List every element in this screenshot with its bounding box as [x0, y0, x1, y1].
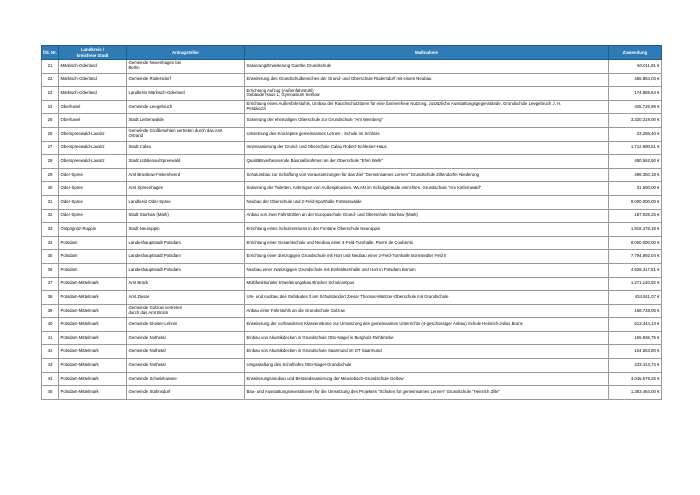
cell-zuwendung: 174.889,84 € — [609, 87, 662, 101]
header-massnahme: Maßnahme — [245, 46, 609, 60]
cell-nr: 30 — [42, 182, 59, 196]
cell-nr: 33 — [42, 223, 59, 237]
cell-kreis: Oberspreewald-Lausitz — [59, 141, 127, 155]
cell-massnahme: Sanierung der ehemaligen Oberschule zur Grundschule "Am Weinberg" — [245, 114, 609, 128]
header-antragsteller: Antragsteller — [127, 46, 245, 60]
header-kreis — [59, 46, 127, 60]
cell-kreis: Oder-Spree — [59, 195, 127, 209]
cell-zuwendung: 3.320.319,00 € — [609, 114, 662, 128]
cell-kreis: Oder-Spree — [59, 209, 127, 223]
cell-nr: 32 — [42, 209, 59, 223]
cell-antragsteller: Gemeinde Leegebruch — [127, 100, 245, 114]
cell-zuwendung: 233.413,74 € — [609, 359, 662, 373]
table-header-row — [42, 46, 662, 60]
cell-antragsteller: Gemeinde Nuthetal — [127, 331, 245, 345]
cell-nr: 22 — [42, 73, 59, 87]
header-zuwendung: Zuwendung — [609, 46, 662, 60]
cell-nr: 42 — [42, 345, 59, 359]
cell-nr: 24 — [42, 100, 59, 114]
cell-antragsteller: Gemeinde Stahnsdorf — [127, 386, 245, 400]
table-row — [42, 182, 662, 196]
cell-kreis: Oberhavel — [59, 114, 127, 128]
table-row — [42, 141, 662, 155]
cell-antragsteller: Landeshauptstadt Potsdam — [127, 236, 245, 250]
cell-nr: 40 — [42, 318, 59, 332]
cell-antragsteller: Gemeinde Schwielowsee — [127, 372, 245, 386]
cell-kreis: Oberspreewald-Lausitz — [59, 127, 127, 141]
cell-massnahme: Qualitätsverbessernde Baumaßnahmen an der Oberschule "Ehm Welk" — [245, 155, 609, 169]
cell-kreis: Märkisch-Oderland — [59, 60, 127, 74]
cell-nr: 25 — [42, 114, 59, 128]
cell-kreis: Potsdam-Mittelmark — [59, 331, 127, 345]
table-row — [42, 345, 662, 359]
cell-zuwendung: 465.884,03 € — [609, 73, 662, 87]
cell-zuwendung: 1.712.690,51 € — [609, 141, 662, 155]
cell-nr: 43 — [42, 359, 59, 373]
table-row — [42, 372, 662, 386]
cell-antragsteller: Amt Brück — [127, 277, 245, 291]
cell-kreis: Potsdam — [59, 236, 127, 250]
cell-nr: 26 — [42, 127, 59, 141]
cell-massnahme: Um- und Ausbau des Gebäudes 3 am Schulstandort Ziesar Thomas-Müntzer-Oberschule mit Grundschule — [245, 291, 609, 305]
cell-zuwendung: 31.590,00 € — [609, 182, 662, 196]
cell-nr: 35 — [42, 250, 59, 264]
cell-antragsteller: Landkreis Märkisch-Oderland — [127, 87, 245, 101]
cell-nr: 41 — [42, 331, 59, 345]
cell-zuwendung: 187.028,25 € — [609, 209, 662, 223]
cell-massnahme: Umsetzung des Konzeptes gemeinsames Lernen - Schule Im Schloss — [245, 127, 609, 141]
cell-nr: 37 — [42, 277, 59, 291]
cell-nr: 34 — [42, 236, 59, 250]
cell-zuwendung: 1.271.140,92 € — [609, 277, 662, 291]
cell-zuwendung: 4.928.417,81 € — [609, 263, 662, 277]
cell-massnahme: Schulumbau zur Schaffung von Voraussetzungen für das Ziel "Gemeinsames Lernen" Grundschule Ziltendorfer Niederung — [245, 168, 609, 182]
cell-kreis: Märkisch-Oderland — [59, 87, 127, 101]
cell-massnahme: Errichtung einer Gesamtschule und Neubau einer 4-Feld-Turnhalle, Pierre de Coubertin — [245, 236, 609, 250]
cell-massnahme: Errichtung eines Außenfahrstuhls, Umbau der Rauchschutztüren für eine barrierefreie Nutzung, zusätzliche Ausstattungsgegenstände, Grundschule Leegebruch J. H. Pestalozzi — [245, 100, 609, 114]
cell-massnahme: Erweiterung der vorhandenen Klassenräume zur Umsetzung des gemeinsamen Unterrichts (4-geschossiger Anbau) Schule Heinrich-Julius Bruns — [245, 318, 609, 332]
cell-antragsteller: Amt Ziesar — [127, 291, 245, 305]
cell-kreis: Potsdam-Mittelmark — [59, 345, 127, 359]
cell-antragsteller: Stadt Storkow (Mark) — [127, 209, 245, 223]
cell-antragsteller: Stadt Calau — [127, 141, 245, 155]
cell-antragsteller: Gemeinde Großkmehlen vertreten durch das Amt Ortrand — [127, 127, 245, 141]
table-row — [42, 60, 662, 74]
cell-kreis: Potsdam — [59, 263, 127, 277]
cell-antragsteller: Gemeinde Neuenhagen bei Berlin — [127, 60, 245, 74]
cell-massnahme: Anbau einer Fahrstuhls an die Grundschule Golzow — [245, 304, 609, 318]
cell-zuwendung: 498.350,18 € — [609, 168, 662, 182]
cell-massnahme: Errichtung eines Schulzentrums in der Fontane Oberschule Neuruppin — [245, 223, 609, 237]
cell-antragsteller: Gemeinde Kloster-Lehnin — [127, 318, 245, 332]
table-row — [42, 236, 662, 250]
cell-nr: 45 — [42, 386, 59, 400]
header-nr: lfd. Nr. — [42, 46, 59, 60]
cell-antragsteller: Landeshauptstadt Potsdam — [127, 250, 245, 264]
table-row — [42, 250, 662, 264]
cell-massnahme: Einbau von Akustikdecken in Grundschule Saarmund im OT Saarmund — [245, 345, 609, 359]
cell-massnahme: Errichtung einer dreizügigen Grundschule mit Hort und Neubau einer 2-Feld-Turnhalle Bornstedter Feld II — [245, 250, 609, 264]
cell-massnahme: Innensanierung der Grund- und Oberschule Calau Robert-Schlesier-Haus — [245, 141, 609, 155]
cell-antragsteller: Landeshauptstadt Potsdam — [127, 263, 245, 277]
cell-massnahme: Sanierung der Toiletten, Anbringen von Außenjalousien, WLAN im Schulgebäude einrichten, Grundschule "Am Kiefernwald" — [245, 182, 609, 196]
cell-antragsteller: Gemeinde Nuthetal — [127, 345, 245, 359]
cell-antragsteller: Gemeinde Nuthetal — [127, 359, 245, 373]
cell-massnahme: Umgestaltung des Schulhofes Otto-Nagel-Grundschule — [245, 359, 609, 373]
table-row — [42, 195, 662, 209]
cell-antragsteller: Landkreis Oder-Spree — [127, 195, 245, 209]
table-row — [42, 331, 662, 345]
cell-kreis: Potsdam-Mittelmark — [59, 386, 127, 400]
cell-antragsteller: Gemeinde Golzow vertreten durch das Amt Brück — [127, 304, 245, 318]
cell-massnahme: Sanierung/Erweiterung Goethe Grundschule — [245, 60, 609, 74]
cell-nr: 27 — [42, 141, 59, 155]
cell-antragsteller: Stadt Lübbenau/Spreewald — [127, 155, 245, 169]
table-row — [42, 359, 662, 373]
cell-zuwendung: 104.563,80 € — [609, 345, 662, 359]
funding-table — [41, 45, 662, 400]
cell-massnahme: Anbau von zwei Fahrstühlen an der Europaschule Grund- und Oberschule Storkow (Mark) — [245, 209, 609, 223]
cell-zuwendung: 613.444,13 € — [609, 318, 662, 332]
header-kreis-line1: Landkreis / — [80, 47, 105, 53]
cell-zuwendung: 165.936,75 € — [609, 331, 662, 345]
cell-massnahme: Bau- und Ausstattungsinvestitionen für die Umsetzung des Projektes "Schulen für gemeinsames Lernen" Grundschule "Heinrich Zille" — [245, 386, 609, 400]
document-page — [41, 45, 661, 400]
cell-nr: 29 — [42, 168, 59, 182]
cell-zuwendung: 23.286,40 € — [609, 127, 662, 141]
cell-zuwendung: 8.000.000,00 € — [609, 195, 662, 209]
cell-zuwendung: 1.918.478,18 € — [609, 223, 662, 237]
cell-nr: 23 — [42, 87, 59, 101]
cell-kreis: Potsdam-Mittelmark — [59, 291, 127, 305]
table-row — [42, 168, 662, 182]
cell-massnahme: Einbau von Akustikdecken in Grundschule Otto-Nagel in Bergholz-Rehbrücke — [245, 331, 609, 345]
table-row — [42, 304, 662, 318]
cell-nr: 39 — [42, 304, 59, 318]
cell-kreis: Potsdam-Mittelmark — [59, 359, 127, 373]
cell-massnahme: Neubau einer zweizügigen Grundschule mit Einfeldturnhalle und Hort in Potsdam Bornim — [245, 263, 609, 277]
cell-kreis: Potsdam-Mittelmark — [59, 277, 127, 291]
table-row — [42, 209, 662, 223]
cell-antragsteller: Amt Brieskow-Finkenheerd — [127, 168, 245, 182]
cell-zuwendung: 1.383.464,00 € — [609, 386, 662, 400]
cell-zuwendung: 480.562,50 € — [609, 155, 662, 169]
cell-zuwendung: 8.000.000,00 € — [609, 236, 662, 250]
cell-nr: 36 — [42, 263, 59, 277]
cell-massnahme: Multifunktionaler Erweiterungsbau Brücker Schulcampus — [245, 277, 609, 291]
cell-zuwendung: 3.045.579,25 € — [609, 372, 662, 386]
table-row — [42, 100, 662, 114]
cell-antragsteller: Stadt Liebenwalde — [127, 114, 245, 128]
table-row — [42, 87, 662, 101]
cell-zuwendung: 168.728,05 € — [609, 304, 662, 318]
cell-kreis: Oberspreewald-Lausitz — [59, 155, 127, 169]
cell-nr: 28 — [42, 155, 59, 169]
cell-nr: 31 — [42, 195, 59, 209]
table-row — [42, 155, 662, 169]
table-row — [42, 386, 662, 400]
cell-kreis: Potsdam-Mittelmark — [59, 304, 127, 318]
cell-kreis: Potsdam — [59, 250, 127, 264]
cell-kreis: Oberhavel — [59, 100, 127, 114]
cell-antragsteller: Amt Spreenhagen — [127, 182, 245, 196]
cell-zuwendung: 425.726,99 € — [609, 100, 662, 114]
cell-kreis: Oder-Spree — [59, 182, 127, 196]
cell-massnahme: Errichtung Aufzug (Außenfahrstuhl) Gebäude Haus 1, Gymnasium Seelow — [245, 87, 609, 101]
table-row — [42, 318, 662, 332]
cell-kreis: Potsdam-Mittelmark — [59, 318, 127, 332]
table-row — [42, 73, 662, 87]
table-row — [42, 114, 662, 128]
cell-zuwendung: 434.911,07 € — [609, 291, 662, 305]
table-row — [42, 263, 662, 277]
cell-nr: 44 — [42, 372, 59, 386]
cell-kreis: Oder-Spree — [59, 168, 127, 182]
cell-nr: 21 — [42, 60, 59, 74]
table-row — [42, 277, 662, 291]
cell-massnahme: Erweiterung des Grundschulbereiches der Grund- und Oberschule Rüdersdorf mit einem Neubau — [245, 73, 609, 87]
cell-antragsteller: Gemeinde Rüdersdorf — [127, 73, 245, 87]
cell-kreis: Potsdam-Mittelmark — [59, 372, 127, 386]
table-row — [42, 223, 662, 237]
cell-massnahme: Neubau der Oberschule und 2-Feld-Sporthalle Fürstenwalde — [245, 195, 609, 209]
header-kreis-line2: kreisfreie Stadt — [76, 52, 109, 58]
cell-nr: 38 — [42, 291, 59, 305]
cell-zuwendung: 50.011,81 € — [609, 60, 662, 74]
table-body — [42, 60, 662, 400]
table-row — [42, 127, 662, 141]
cell-kreis: Ostprignitz-Ruppin — [59, 223, 127, 237]
cell-antragsteller: Stadt Neuruppin — [127, 223, 245, 237]
cell-zuwendung: 7.794.892,04 € — [609, 250, 662, 264]
cell-massnahme: Erweiterungsneubau und Bestandssanierung der Meusebach-Grundschule Geltow — [245, 372, 609, 386]
cell-kreis: Märkisch-Oderland — [59, 73, 127, 87]
table-row — [42, 291, 662, 305]
